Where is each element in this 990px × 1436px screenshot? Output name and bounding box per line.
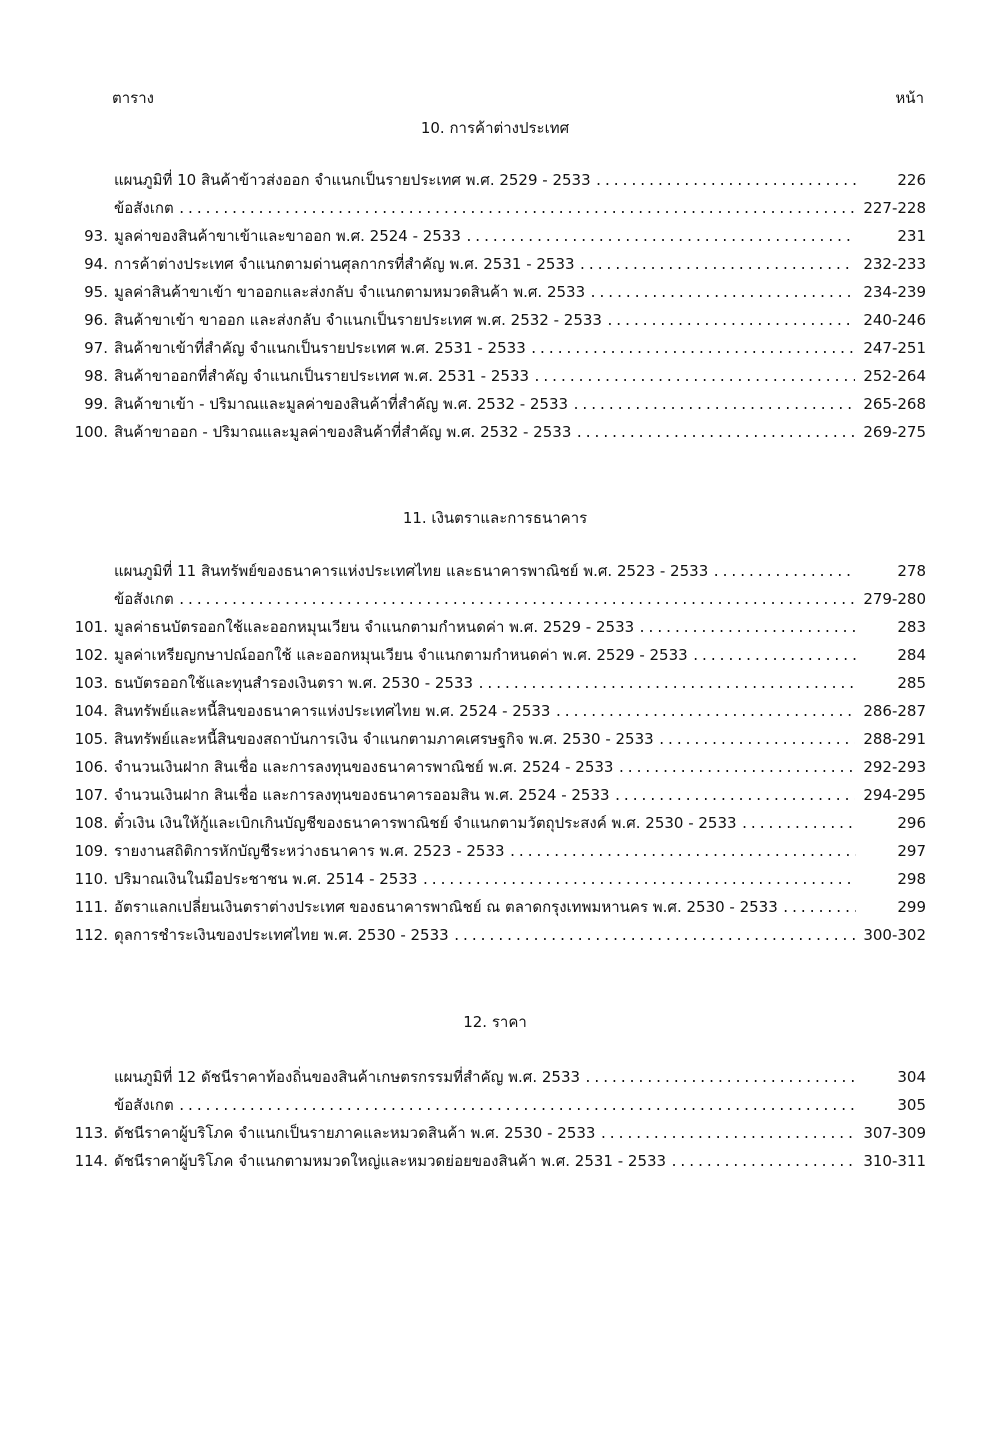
toc-entry <box>60 837 926 865</box>
dot-leader <box>178 1093 856 1121</box>
page-number: 286-287 <box>863 702 926 720</box>
entry-title: สินค้าขาเข้าที่สำคัญ จำแนกเป็นรายประเทศ พ.ศ. 2531 - 2533 <box>114 339 526 357</box>
entry-title: แผนภูมิที่ 11 สินทรัพย์ของธนาคารแห่งประเทศไทย และธนาคารพาณิชย์ พ.ศ. 2523 - 2533 <box>114 562 709 580</box>
toc-entry <box>60 641 926 669</box>
table-number: 93. <box>84 227 108 245</box>
table-number: 109. <box>74 842 108 860</box>
dot-leader <box>599 1121 855 1149</box>
dot-leader <box>465 224 856 252</box>
dot-leader <box>477 671 856 699</box>
dot-leader <box>589 280 855 308</box>
table-number: 113. <box>74 1124 108 1142</box>
table-number: 96. <box>84 311 108 329</box>
page-number: 300-302 <box>863 926 926 944</box>
dot-leader <box>453 923 856 951</box>
table-number: 111. <box>74 898 108 916</box>
dot-leader <box>421 867 856 895</box>
dot-leader <box>617 755 855 783</box>
dot-leader <box>579 252 856 280</box>
entry-title: ข้อสังเกต <box>114 199 174 217</box>
toc-entry <box>60 194 926 222</box>
dot-leader <box>572 392 855 420</box>
page-number: 247-251 <box>863 339 926 357</box>
page-number: 297 <box>897 842 926 860</box>
dot-leader <box>638 615 856 643</box>
entry-title: จำนวนเงินฝาก สินเชื่อ และการลงทุนของธนาคารพาณิชย์ พ.ศ. 2524 - 2533 <box>114 758 614 776</box>
page-number: 305 <box>897 1096 926 1114</box>
dot-leader <box>530 336 856 364</box>
entry-title: มูลค่าธนบัตรออกใช้และออกหมุนเวียน จำแนกตามกำหนดค่า พ.ศ. 2529 - 2533 <box>114 618 635 636</box>
page-number: 296 <box>897 814 926 832</box>
page-number: 283 <box>897 618 926 636</box>
toc-entry <box>60 1147 926 1175</box>
toc-entry <box>60 809 926 837</box>
entry-title: ธนบัตรออกใช้และทุนสำรองเงินตรา พ.ศ. 2530 - 2533 <box>114 674 474 692</box>
entry-title: สินค้าขาออกที่สำคัญ จำแนกเป็นรายประเทศ พ.ศ. 2531 - 2533 <box>114 367 530 385</box>
table-number: 101. <box>74 618 108 636</box>
toc-entry <box>60 222 926 250</box>
dot-leader <box>554 699 855 727</box>
table-number: 94. <box>84 255 108 273</box>
toc-entry <box>60 865 926 893</box>
toc-entry <box>60 921 926 949</box>
table-number: 97. <box>84 339 108 357</box>
column-header-page: หน้า <box>895 89 924 107</box>
entry-title: สินค้าขาออก - ปริมาณและมูลค่าของสินค้าที่สำคัญ พ.ศ. 2532 - 2533 <box>114 423 572 441</box>
page-number: 298 <box>897 870 926 888</box>
toc-entry <box>60 697 926 725</box>
page-number: 279-280 <box>863 590 926 608</box>
toc-entry <box>60 725 926 753</box>
toc-entry <box>60 669 926 697</box>
entry-title: รายงานสถิติการหักบัญชีระหว่างธนาคาร พ.ศ. 2523 - 2533 <box>114 842 505 860</box>
toc-entry <box>60 557 926 585</box>
entry-title: มูลค่าของสินค้าขาเข้าและขาออก พ.ศ. 2524 - 2533 <box>114 227 461 245</box>
entry-title: มูลค่าเหรียญกษาปณ์ออกใช้ และออกหมุนเวียน จำแนกตามกำหนดค่า พ.ศ. 2529 - 2533 <box>114 646 688 664</box>
toc-entry <box>60 250 926 278</box>
dot-leader <box>658 727 856 755</box>
page-number: 310-311 <box>863 1152 926 1170</box>
page-number: 226 <box>897 171 926 189</box>
dot-leader <box>595 168 856 196</box>
toc-entry <box>60 893 926 921</box>
page-number: 304 <box>897 1068 926 1086</box>
dot-leader <box>584 1065 856 1093</box>
dot-leader <box>533 364 855 392</box>
table-number: 105. <box>74 730 108 748</box>
table-number: 99. <box>84 395 108 413</box>
toc-list-banking <box>60 557 926 949</box>
table-number: 106. <box>74 758 108 776</box>
dot-leader <box>509 839 856 867</box>
toc-entry <box>60 166 926 194</box>
toc-entry <box>60 1091 926 1119</box>
entry-title: จำนวนเงินฝาก สินเชื่อ และการลงทุนของธนาคารออมสิน พ.ศ. 2524 - 2533 <box>114 786 610 804</box>
dot-leader <box>606 308 855 336</box>
entry-title: มูลค่าสินค้าขาเข้า ขาออกและส่งกลับ จำแนกตามหมวดสินค้า พ.ศ. 2533 <box>114 283 586 301</box>
toc-entry <box>60 613 926 641</box>
toc-list-prices <box>60 1063 926 1175</box>
page-number: 294-295 <box>863 786 926 804</box>
toc-entry <box>60 781 926 809</box>
table-number: 98. <box>84 367 108 385</box>
section-title-prices: 12. ราคา <box>463 1013 527 1031</box>
page-number: 232-233 <box>863 255 926 273</box>
toc-entry <box>60 278 926 306</box>
toc-entry <box>60 753 926 781</box>
entry-title: สินค้าขาเข้า ขาออก และส่งกลับ จำแนกเป็นรายประเทศ พ.ศ. 2532 - 2533 <box>114 311 602 329</box>
entry-title: แผนภูมิที่ 10 สินค้าข้าวส่งออก จำแนกเป็นรายประเทศ พ.ศ. 2529 - 2533 <box>114 171 591 189</box>
entry-title: ดุลการชำระเงินของประเทศไทย พ.ศ. 2530 - 2533 <box>114 926 449 944</box>
dot-leader <box>614 783 856 811</box>
dot-leader <box>692 643 856 671</box>
toc-entry <box>60 585 926 613</box>
dot-leader <box>178 196 856 224</box>
page-number: 231 <box>897 227 926 245</box>
dot-leader <box>712 559 856 587</box>
toc-entry <box>60 362 926 390</box>
entry-title: สินค้าขาเข้า - ปริมาณและมูลค่าของสินค้าที่สำคัญ พ.ศ. 2532 - 2533 <box>114 395 569 413</box>
entry-title: ดัชนีราคาผู้บริโภค จำแนกเป็นรายภาคและหมวดสินค้า พ.ศ. 2530 - 2533 <box>114 1124 596 1142</box>
table-number: 107. <box>74 786 108 804</box>
table-number: 110. <box>74 870 108 888</box>
page-number: 240-246 <box>863 311 926 329</box>
dot-leader <box>575 420 855 448</box>
table-number: 95. <box>84 283 108 301</box>
page-number: 285 <box>897 674 926 692</box>
toc-entry <box>60 334 926 362</box>
dot-leader <box>741 811 856 839</box>
toc-entry <box>60 306 926 334</box>
entry-title: อัตราแลกเปลี่ยนเงินตราต่างประเทศ ของธนาคารพาณิชย์ ณ ตลาดกรุงเทพมหานคร พ.ศ. 2530 - 2533 <box>114 898 778 916</box>
entry-title: สินทรัพย์และหนี้สินของสถาบันการเงิน จำแนกตามภาคเศรษฐกิจ พ.ศ. 2530 - 2533 <box>114 730 654 748</box>
section-title-trade: 10. การค้าต่างประเทศ <box>420 119 570 137</box>
section-title-banking: 11. เงินตราและการธนาคาร <box>402 509 588 527</box>
dot-leader <box>670 1149 855 1177</box>
page-number: 307-309 <box>863 1124 926 1142</box>
table-number: 108. <box>74 814 108 832</box>
table-number: 104. <box>74 702 108 720</box>
table-number: 114. <box>74 1152 108 1170</box>
page-number: 265-268 <box>863 395 926 413</box>
toc-entry <box>60 1063 926 1091</box>
page-number: 234-239 <box>863 283 926 301</box>
table-number: 103. <box>74 674 108 692</box>
entry-title: การค้าต่างประเทศ จำแนกตามด่านศุลกากรที่สำคัญ พ.ศ. 2531 - 2533 <box>114 255 575 273</box>
toc-entry <box>60 1119 926 1147</box>
dot-leader <box>178 587 856 615</box>
table-number: 100. <box>74 423 108 441</box>
entry-title: ข้อสังเกต <box>114 1096 174 1114</box>
toc-entry <box>60 418 926 446</box>
page-number: 227-228 <box>863 199 926 217</box>
page-number: 278 <box>897 562 926 580</box>
table-number: 112. <box>74 926 108 944</box>
column-header-table: ตาราง <box>112 89 154 107</box>
entry-title: ปริมาณเงินในมือประชาชน พ.ศ. 2514 - 2533 <box>114 870 418 888</box>
page-number: 252-264 <box>863 367 926 385</box>
page-number: 288-291 <box>863 730 926 748</box>
page-number: 269-275 <box>863 423 926 441</box>
table-number: 102. <box>74 646 108 664</box>
dot-leader <box>782 895 856 923</box>
page-number: 292-293 <box>863 758 926 776</box>
entry-title: สินทรัพย์และหนี้สินของธนาคารแห่งประเทศไทย พ.ศ. 2524 - 2533 <box>114 702 551 720</box>
toc-list-trade <box>60 166 926 446</box>
entry-title: ตั๋วเงิน เงินให้กู้และเบิกเกินบัญชีของธนาคารพาณิชย์ จำแนกตามวัตถุประสงค์ พ.ศ. 2530 - 2533 <box>114 814 737 832</box>
entry-title: ข้อสังเกต <box>114 590 174 608</box>
toc-entry <box>60 390 926 418</box>
entry-title: ดัชนีราคาผู้บริโภค จำแนกตามหมวดใหญ่และหมวดย่อยของสินค้า พ.ศ. 2531 - 2533 <box>114 1152 667 1170</box>
entry-title: แผนภูมิที่ 12 ดัชนีราคาท้องถิ่นของสินค้าเกษตรกรรมที่สำคัญ พ.ศ. 2533 <box>114 1068 581 1086</box>
page-number: 299 <box>897 898 926 916</box>
page-number: 284 <box>897 646 926 664</box>
